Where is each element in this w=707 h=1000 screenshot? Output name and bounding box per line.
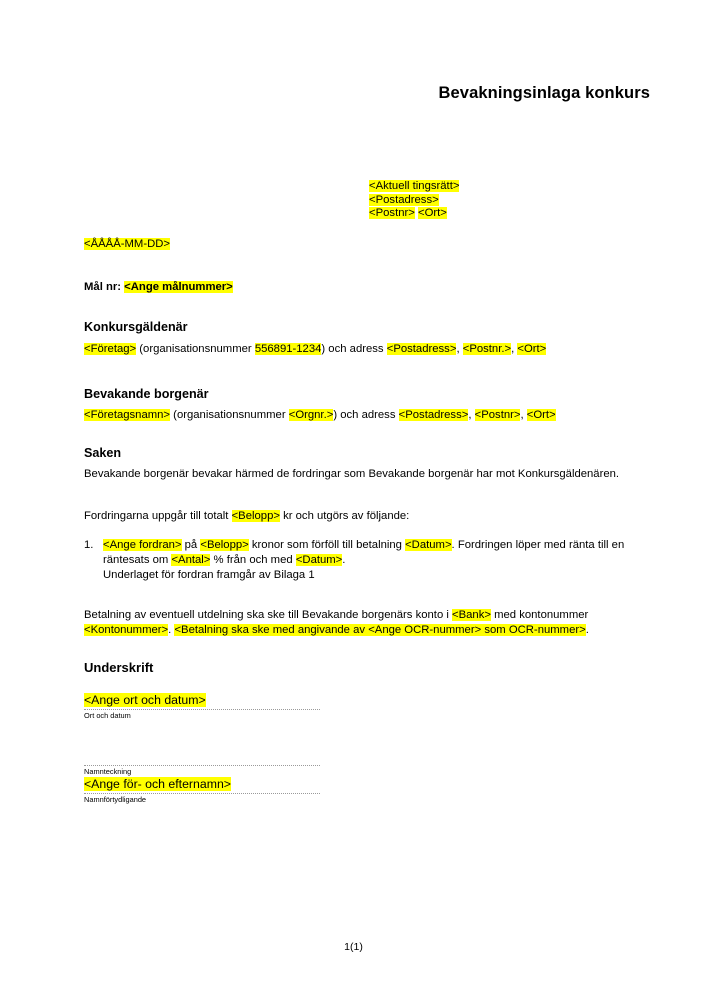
creditor-address-mid: ) och adress bbox=[333, 409, 399, 421]
payment-text-1: Betalning av eventuell utdelning ska ske till Bevakande borgenärs konto i bbox=[84, 609, 453, 621]
creditor-company-placeholder: <Företagsnamn> bbox=[84, 409, 171, 421]
claim-text-3: . Fordringen löper med ränta till en räntesats om bbox=[103, 539, 625, 566]
signature-write-space[interactable] bbox=[84, 721, 320, 764]
debtor-orgnr-value: 556891-1234 bbox=[254, 343, 322, 355]
creditor-orgnr-placeholder: <Orgnr.> bbox=[288, 409, 334, 421]
signature-area bbox=[84, 693, 320, 805]
creditor-sep-1: , bbox=[468, 409, 475, 421]
creditor-sep-2: , bbox=[520, 409, 527, 421]
court-name-placeholder: <Aktuell tingsrätt> bbox=[369, 180, 460, 192]
claim-text-5: . bbox=[342, 554, 346, 566]
payment-text-2: med kontonummer bbox=[490, 609, 589, 621]
place-date-placeholder: <Ange ort och datum> bbox=[84, 693, 206, 707]
claim-interest-rate-placeholder: <Antal> bbox=[171, 554, 211, 566]
signature-caption: Namnteckning bbox=[84, 767, 132, 776]
claim-text-1: på bbox=[181, 539, 201, 551]
matter-total-line bbox=[84, 509, 624, 524]
payment-account-placeholder: <Kontonummer> bbox=[84, 624, 169, 636]
place-date-caption: Ort och datum bbox=[84, 711, 131, 720]
creditor-orgnr-prefix: (organisationsnummer bbox=[170, 409, 289, 421]
payment-ocr-sentence-start: <Betalning ska ske med angivande av bbox=[174, 624, 369, 636]
signature-rule bbox=[84, 765, 320, 766]
case-number-label: Mål nr: bbox=[84, 281, 122, 293]
total-amount-placeholder: <Belopp> bbox=[231, 510, 280, 522]
debtor-orgnr-prefix: (organisationsnummer bbox=[136, 343, 255, 355]
place-date-field[interactable] bbox=[84, 693, 320, 708]
case-number-row bbox=[84, 281, 233, 293]
place-date-rule bbox=[84, 709, 320, 710]
section-heading-matter: Saken bbox=[84, 446, 122, 460]
list-item bbox=[84, 538, 629, 583]
court-postal-address bbox=[369, 194, 459, 208]
debtor-ort-placeholder: <Ort> bbox=[517, 343, 547, 355]
claim-attachment-note: Underlaget för fordran framgår av Bilaga 1 bbox=[103, 569, 315, 581]
payment-ocr-sentence-end: som OCR-nummer> bbox=[481, 624, 586, 636]
creditor-postnr-placeholder: <Postnr> bbox=[474, 409, 521, 421]
case-number-value: <Ange målnummer> bbox=[124, 281, 233, 293]
claims-list bbox=[84, 538, 629, 583]
printed-name-rule bbox=[84, 793, 320, 794]
printed-name-field[interactable] bbox=[84, 777, 320, 792]
debtor-sep-1: , bbox=[456, 343, 463, 355]
claim-name-placeholder: <Ange fordran> bbox=[103, 539, 182, 551]
court-address-block bbox=[369, 180, 459, 221]
court-name bbox=[369, 180, 459, 194]
claim-text-2: kronor som förföll till betalning bbox=[248, 539, 406, 551]
payment-text-3: . bbox=[168, 624, 175, 636]
debtor-sep-2: , bbox=[511, 343, 518, 355]
court-ort-placeholder: <Ort> bbox=[418, 207, 447, 220]
page-footer: 1(1) bbox=[344, 941, 363, 953]
debtor-company-placeholder: <Företag> bbox=[84, 343, 137, 355]
claim-interest-date-placeholder: <Datum> bbox=[295, 554, 343, 566]
claim-text-4: % från och med bbox=[210, 554, 296, 566]
payment-bank-placeholder: <Bank> bbox=[452, 609, 491, 621]
section-heading-signature: Underskrift bbox=[84, 660, 154, 675]
court-postal-address-placeholder: <Postadress> bbox=[369, 193, 439, 206]
printed-name-caption: Namnförtydligande bbox=[84, 795, 147, 804]
claim-due-date-placeholder: <Datum> bbox=[405, 539, 452, 551]
payment-paragraph bbox=[84, 608, 629, 638]
payment-text-4: . bbox=[585, 624, 589, 636]
section-heading-creditor: Bevakande borgenär bbox=[84, 387, 209, 401]
court-postal-code-city bbox=[369, 207, 459, 221]
total-suffix: kr och utgörs av följande: bbox=[279, 510, 410, 522]
section-heading-debtor: Konkursgäldenär bbox=[84, 320, 188, 334]
total-prefix: Fordringarna uppgår till totalt bbox=[84, 510, 232, 522]
payment-ocr-placeholder: <Ange OCR-nummer> bbox=[368, 624, 482, 636]
matter-paragraph: Bevakande borgenär bevakar härmed de fordringar som Bevakande borgenär har mot Konkursgäldenären. bbox=[84, 468, 620, 480]
document-date bbox=[84, 238, 170, 250]
creditor-ort-placeholder: <Ort> bbox=[526, 409, 556, 421]
debtor-postadress-placeholder: <Postadress> bbox=[386, 343, 457, 355]
court-postnr-placeholder: <Postnr> bbox=[369, 207, 415, 220]
debtor-details bbox=[84, 342, 644, 357]
claim-marker: 1. bbox=[84, 539, 94, 551]
debtor-postnr-placeholder: <Postnr.> bbox=[462, 343, 512, 355]
claim-amount-placeholder: <Belopp> bbox=[200, 539, 249, 551]
document-date-placeholder: <ÅÅÅÅ-MM-DD> bbox=[84, 238, 170, 250]
debtor-address-mid: ) och adress bbox=[321, 343, 387, 355]
creditor-postadress-placeholder: <Postadress> bbox=[398, 409, 469, 421]
creditor-details bbox=[84, 408, 644, 423]
page-title: Bevakningsinlaga konkurs bbox=[438, 84, 650, 102]
printed-name-placeholder: <Ange för- och efternamn> bbox=[84, 777, 231, 791]
